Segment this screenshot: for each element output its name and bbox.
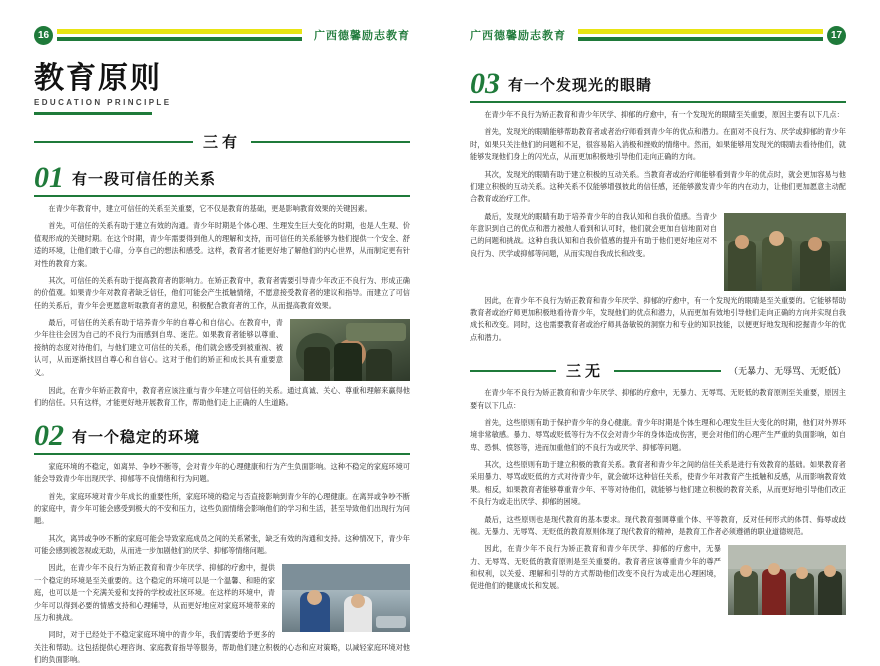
paragraph: 因此，在青少年不良行为矫正教育和青少年厌学、抑郁的疗愈中，有一个发现光的眼睛是至关重要的。它能够帮助教育者或治疗师更加积极地看待青少年，发现他们的优点和潜力，从而更加有效地引导他们走向正确的方向并实现自我成长和改变。同时，这也需要教育者或治疗师具备敏锐的洞察力和专业的知识技能，以便更好地发现和挖掘青少年的优点和潜力。 <box>470 295 846 342</box>
photo-counseling-session <box>282 564 410 632</box>
paragraph: 因此，在青少年不良行为矫正教育和青少年厌学、抑郁的疗愈中，无暴力、无辱骂、无贬低的教育原则是至关重要的。教育者应该尊重青少年的尊严和权利，以关爱、理解和引导的方式帮助他们改变不良行为或走出心理困境，促进他们的健康成长和发展。 <box>470 544 721 591</box>
paragraph: 最后，这些原则也是现代教育的基本要求。现代教育强调尊重个体、平等教育，反对任何形式的体罚、侮辱或歧视。无暴力、无辱骂、无贬低的教育原则体现了现代教育的精神，是教育工作者必须遵循的职业道德规范。 <box>470 514 846 536</box>
running-title-right: 广西德馨励志教育 <box>470 27 572 43</box>
page-number-right: 17 <box>827 26 846 45</box>
divider-line-right <box>614 370 721 372</box>
left-page <box>0 0 440 664</box>
paragraph: 首先，这些原则有助于保护青少年的身心健康。青少年时期是个体生理和心理发生巨大变化的时期，他们对外界环境非常敏感。暴力、辱骂或贬低等行为不仅会对青少年的身体造成伤害，更会对他们的心理产生严重的负面影响，如自卑、恐惧、愤怒等，进而加重他们的不良行为或厌学、抑郁等问题。 <box>470 417 846 452</box>
section-note-sanwu: （无暴力、无辱骂、无贬低） <box>728 366 846 377</box>
heading-rule-03 <box>470 101 846 103</box>
paragraph: 首先，家庭环境对青少年成长的重要性所，家庭环境的稳定与否直接影响到青少年的心理健康。在离异或争吵不断的家庭中，青少年可能会感受到极大的不安和压力，这些负面情绪会影响他们的学习和生活，甚至导致他们出现行为问题。 <box>34 491 410 526</box>
running-title-left: 广西德馨励志教育 <box>308 27 410 43</box>
page-title-en: EDUCATION PRINCIPLE <box>34 98 172 107</box>
paragraph: 在青少年教育中，建立可信任的关系至关重要，它不仅是教育的基础，更是影响教育效果的关键因素。 <box>48 204 372 213</box>
paragraph: 首先，发现光的眼睛能够帮助教育者或者治疗师看到青少年的优点和潜力。在面对不良行为、厌学或抑郁的青少年时，如果只关注他们的问题和不足，很容易陷入消极和挫败的情绪中。然而，如果能够用发现光的眼睛去看待他们，就能够发现他们身上的闪光点，从而更加积极地引导他们走向正确的方向。 <box>470 127 846 162</box>
header-rule-left <box>57 26 302 45</box>
paragraph: 在青少年不良行为矫正教育和青少年厌学、抑郁的疗愈中，有一个发现光的眼睛至关重要，原因主要有以下几点： <box>484 110 844 119</box>
heading-text-02: 有一个稳定的环境 <box>72 429 201 446</box>
header-rule-right <box>578 26 823 45</box>
heading-03 <box>470 67 846 100</box>
page-title <box>34 62 410 115</box>
header-bar-green <box>578 37 823 41</box>
paragraph: 其次，可信任的关系有助于提高教育者的影响力。在矫正教育中，教育者需要引导青少年改正不良行为、形成正确的价值观。如果青少年对教育者缺乏信任，他们可能会产生抵触情绪，不愿意接受教育者的建议和指导。而建立了可信任的关系后，青少年会更愿意听取教育者的意见，积极配合教育者的工作，从而提高教育效果。 <box>34 275 410 310</box>
title-underline <box>34 112 152 115</box>
photo-group-classroom <box>728 545 846 615</box>
paragraph: 在青少年不良行为矫正教育和青少年厌学、抑郁的疗愈中，无暴力、无辱骂、无贬低的教育原则至关重要，原因主要有以下几点： <box>470 388 846 410</box>
paragraph: 最后，发现光的眼睛有助于培养青少年的自我认知和自我价值感。当青少年意识到自己的优点和潜力被他人看到和认可时，他们就会更加自信地面对自己的问题和挑战。这种自我认知和自我价值感的提升有助于他们更好地应对不良行为、厌学或抑郁等问题，从而实现自我成长和改变。 <box>470 211 717 258</box>
left-page-header <box>34 22 410 48</box>
paragraph: 因此，在青少年不良行为矫正教育和青少年厌学、抑郁的疗愈中，提供一个稳定的环境是至关重要的。这个稳定的环境可以是一个温馨、和睦的家庭，也可以是一个充满关爱和支持的学校或社区环境。在这样的环境中，青少年可以得到必要的情感支持和心理辅导，从而更好地应对家庭环境带来的压力和挑战。 <box>34 563 275 622</box>
header-bar-yellow <box>57 29 302 34</box>
paragraph: 最后，可信任的关系有助于培养青少年的自尊心和自信心。在教育中，青少年往往会因为自己的不良行为而感到自卑、迷茫。如果教育者能够以尊重、接纳的态度对待他们，与他们建立可信任的关系，他们就会感受到被重视、被认可，从而逐渐找回自尊心和自信心。这对于他们的矫正和成长具有重要意义。 <box>34 318 283 377</box>
page-number-left: 16 <box>34 26 53 45</box>
heading-text-01: 有一段可信任的关系 <box>72 172 217 188</box>
heading-01 <box>34 161 410 194</box>
paragraph: 因此，在青少年矫正教育中，教育者应该注重与青少年建立可信任的关系。通过真诚、关心、尊重和理解来赢得他们的信任。只有这样，才能更好地开展教育工作，帮助他们走上正确的人生道路。 <box>34 386 410 408</box>
heading-text-03: 有一个发现光的眼睛 <box>508 78 653 94</box>
divider-line-left <box>470 370 556 372</box>
divider-line-left <box>34 141 193 143</box>
heading-number-02: 02 <box>34 418 64 452</box>
header-bar-green <box>57 37 302 41</box>
heading-02 <box>34 418 410 452</box>
right-page <box>440 0 880 614</box>
section-label-sanwu: 三无 <box>566 364 605 381</box>
section-label-sanyou: 三有 <box>203 135 242 151</box>
header-bar-yellow <box>578 29 823 34</box>
paragraph: 同时，对于已经处于不稳定家庭环境中的青少年，我们需要给予更多的关注和帮助。这包括提供心理咨询、家庭教育指导等服务，帮助他们建立积极的心态和应对策略，以减轻家庭环境对他们的负面影响。 <box>34 630 410 664</box>
heading-rule-02 <box>34 453 410 455</box>
paragraph: 家庭环境的不稳定，如离异、争吵不断等，会对青少年的心理健康和行为产生负面影响。这种不稳定的家庭环境可能会导致青少年出现厌学、抑郁等不良情绪和行为问题。 <box>34 461 410 484</box>
right-page-header <box>470 22 846 48</box>
paragraph: 其次，这些原则有助于建立积极的教育关系。教育者和青少年之间的信任关系是进行有效教育的基础。如果教育者采用暴力、辱骂或贬低的方式对待青少年，就会破坏这种信任关系，使青少年对教育产生抵触和反感，从而影响教育效果。相反，如果教育者能够尊重青少年、平等对待他们，就能够与他们建立积极的教育关系，从而更好地引导他们改正不良行为或走出厌学、抑郁的困境。 <box>470 460 846 507</box>
heading-rule-01 <box>34 195 410 197</box>
paragraph: 其次，离异或争吵不断的家庭可能会导致家庭成员之间的关系紧张，缺乏有效的沟通和支持。这种情况下，青少年可能会感到被忽视或无助，从而进一步加剧他们的厌学、抑郁等情绪问题。 <box>34 533 410 555</box>
divider-line-right <box>251 141 410 143</box>
page-title-cn: 教育原则 <box>34 62 162 95</box>
paragraph: 其次，发现光的眼睛有助于建立积极的互动关系。当教育者或治疗师能够看到青少年的优点时，就会更加容易与他们建立积极的互动关系。这种关系不仅能够增强彼此的信任感，还能够激发青少年的内在动力，让他们更加愿意主动配合教育或治疗工作。 <box>470 169 846 204</box>
heading-number-03: 03 <box>470 67 500 100</box>
photo-music-activity <box>290 319 410 381</box>
heading-number-01: 01 <box>34 161 64 194</box>
section-divider-sanwu <box>470 360 846 381</box>
paragraph: 首先，可信任的关系有助于建立有效的沟通。青少年时期是个体心理、生理发生巨大变化的时期，也是人生观、价值观形成的关键时期。在这个时期，青少年需要得到他人的理解和支持，而可信任的关系能够为他们提供一个安全、舒适的环境，让他们敢于心扉，分享自己的想法和感受。这样，教育者才能更好地了解他们的内心世界，从而制定更有针对性的教育方案。 <box>34 221 410 268</box>
section-divider-sanyou <box>34 131 410 152</box>
photo-training-outdoor <box>724 213 846 291</box>
